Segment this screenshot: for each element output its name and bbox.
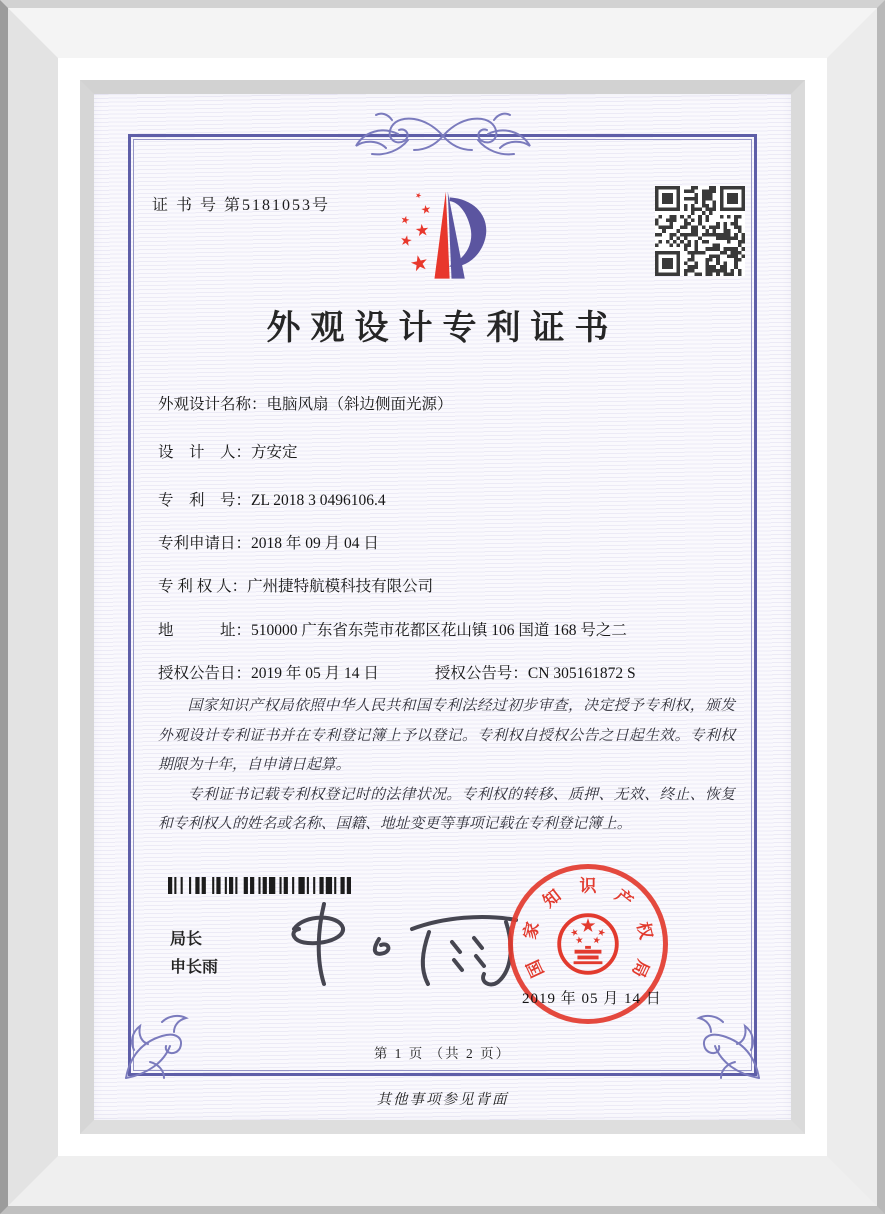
field-designer bbox=[158, 440, 741, 462]
field-patentee bbox=[158, 574, 741, 596]
seal-character: 国 bbox=[523, 956, 548, 981]
grant-number: 授权公告号：CN 305161872 S bbox=[434, 665, 636, 682]
field-label: 专利申请日： bbox=[158, 535, 252, 552]
seal-character: 家 bbox=[520, 920, 543, 942]
field-label: 专 利 号： bbox=[158, 492, 252, 509]
page-number: 第 1 页 （共 2 页） bbox=[373, 1046, 512, 1061]
certificate-title: 外观设计专利证书 bbox=[266, 310, 619, 347]
field-value: 电脑风扇（斜边侧面光源） bbox=[266, 396, 453, 413]
cnipa-logo bbox=[391, 186, 495, 290]
field-label: 外观设计名称： bbox=[158, 396, 267, 413]
legal-text bbox=[158, 692, 735, 840]
seal-character: 识 bbox=[579, 876, 597, 896]
seal-character: 知 bbox=[539, 885, 565, 912]
field-value: 方安定 bbox=[251, 444, 298, 461]
certificate-number: 证 书 号 第5181053号 bbox=[152, 197, 331, 214]
field-value: 510000 广东省东莞市花都区花山镇 106 国道 168 号之二 bbox=[251, 622, 627, 639]
legal-paragraph-2: 专利证书记载专利权登记时的法律状况。专利权的转移、质押、无效、终止、恢复和专利权人的姓名或名称、国籍、地址变更等事项记载在专利登记簿上。 bbox=[158, 786, 735, 832]
field-value: ZL 2018 3 0496106.4 bbox=[251, 492, 386, 509]
field-address bbox=[158, 618, 741, 640]
field-filing-date bbox=[158, 531, 741, 553]
seal-character: 权 bbox=[633, 920, 656, 942]
signer-title: 局长 bbox=[170, 931, 203, 948]
seal-date: 2019 年 05 月 14 日 bbox=[522, 991, 662, 1007]
legal-paragraph-1: 国家知识产权局依照中华人民共和国专利法经过初步审查，决定授予专利权，颁发外观设计专利证书并在专利登记簿上予以登记。专利权自授权公告之日起生效。专利权期限为十年，自申请日起算。 bbox=[158, 698, 735, 773]
field-design-name bbox=[158, 392, 741, 414]
field-label: 设 计 人： bbox=[158, 444, 252, 461]
top-flourish-ornament bbox=[348, 106, 538, 164]
signer-name: 申长雨 bbox=[170, 959, 219, 976]
field-patent-number bbox=[158, 488, 741, 510]
seal-character: 局 bbox=[628, 956, 653, 981]
grant-announcement-row bbox=[158, 661, 741, 683]
seal-character: 产 bbox=[611, 885, 637, 912]
certificate-paper bbox=[94, 94, 791, 1120]
field-value: 2018 年 09 月 04 日 bbox=[251, 535, 379, 552]
field-value: 广州捷特航模科技有限公司 bbox=[247, 578, 434, 595]
back-side-note: 其他事项参见背面 bbox=[376, 1092, 509, 1108]
field-label: 专 利 权 人： bbox=[158, 578, 248, 595]
qr-code bbox=[655, 186, 745, 276]
field-label: 地 址： bbox=[158, 622, 252, 639]
grant-date: 授权公告日：2019 年 05 月 14 日 bbox=[158, 665, 379, 682]
